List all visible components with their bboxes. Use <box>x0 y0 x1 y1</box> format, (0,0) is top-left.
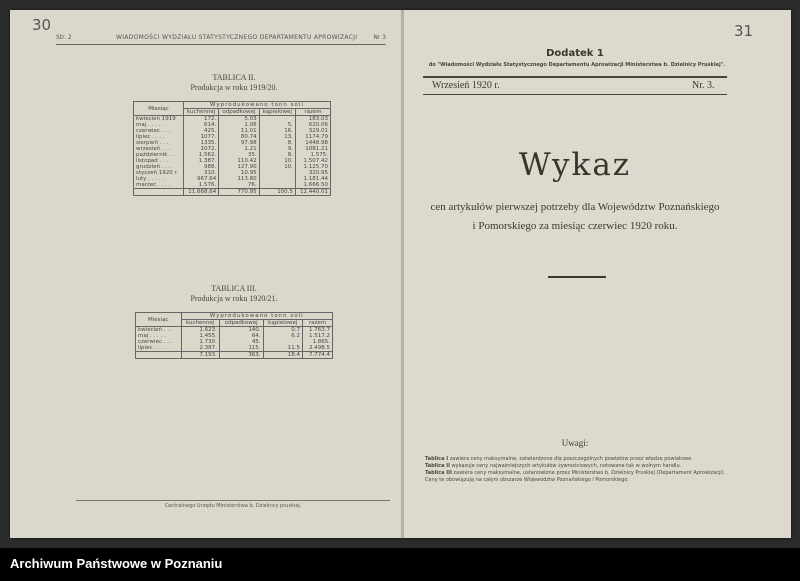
header-issue-number: Nr 3 <box>373 34 386 41</box>
table3-col-header: kąpielowej <box>263 320 302 327</box>
total-cell: 11.668.64 <box>183 189 218 196</box>
value-cell: 1.575. <box>295 152 330 158</box>
value-cell: 1.666.50 <box>295 182 330 189</box>
value-cell: 967.64 <box>183 176 218 182</box>
value-cell: 115. <box>219 345 263 352</box>
value-cell: 988. <box>183 164 218 170</box>
value-cell: 620.06 <box>295 122 330 128</box>
value-cell: 1335. <box>183 140 218 146</box>
total-cell: 100.5 <box>259 189 295 196</box>
value-cell: 140. <box>219 327 263 334</box>
total-cell: 7.774.4 <box>303 352 333 359</box>
total-cell: 363. <box>219 352 263 359</box>
decorative-rule <box>548 276 606 278</box>
month-cell: marzec . . . . <box>134 182 184 189</box>
month-cell: listopad . . . <box>134 158 184 164</box>
total-cell: 7.193. <box>181 352 219 359</box>
total-cell <box>136 352 182 359</box>
header-page-number: Str. 2 <box>56 34 72 41</box>
note-text: zawiera ceny maksymalne, zatwierdzone dla poszczególnych powiatów przez władze powiatowe. <box>449 456 693 462</box>
table3-col-header: kuchennej <box>181 320 219 327</box>
month-cell: wrzesień . . . <box>134 146 184 152</box>
value-cell: 1.455. <box>181 333 219 339</box>
value-cell: 1.562. <box>183 152 218 158</box>
table3-group-header: Wyprodukowano tonn soli <box>181 313 333 320</box>
month-cell: maj . . . . . <box>136 333 182 339</box>
note-text: zawiera ceny maksymalne, ustanowione przez Ministerstwo b. Dzielnicy Pruskiej (Departament Aprowizacji). Ceny te obowiązują na całym obszarze Województw Poznańskiego i Pomorskiego. <box>425 470 726 483</box>
value-cell: 76. <box>219 182 259 189</box>
month-cell: październik . . <box>134 152 184 158</box>
value-cell: 1.763.7 <box>303 327 333 334</box>
value-cell: 1.517.2 <box>303 333 333 339</box>
month-cell: czerwiec . . . <box>136 339 182 345</box>
month-cell: luty . . . . . <box>134 176 184 182</box>
value-cell: 5. <box>259 122 295 128</box>
value-cell: 310. <box>183 170 218 176</box>
value-cell: 5.03 <box>219 116 259 123</box>
notes-list <box>425 456 735 484</box>
table3-col-header: odpadkowej <box>219 320 263 327</box>
table2-title: TABLICA II. <box>212 73 256 82</box>
value-cell: 45. <box>219 339 263 345</box>
value-cell: 13. <box>259 134 295 140</box>
month-cell: lipiec . . . . <box>134 134 184 140</box>
value-cell: 8. <box>259 140 295 146</box>
value-cell: 329.01 <box>295 128 330 134</box>
value-cell: 97.98 <box>219 140 259 146</box>
value-cell: 183.03 <box>295 116 330 123</box>
document-title: Wykaz <box>518 147 632 183</box>
supplement-subheading: do "Wiadomości Wydziału Statystycznego Departamentu Aprowizacji Ministerstwa b. Dzielnicy Pruskiej". <box>428 62 726 68</box>
value-cell: 10.95 <box>219 170 259 176</box>
value-cell: 2.387. <box>181 345 219 352</box>
value-cell: 1.387. <box>183 158 218 164</box>
note-tag: Tablica I <box>425 456 449 462</box>
document-subtitle <box>410 198 740 236</box>
value-cell: 1.730. <box>181 339 219 345</box>
value-cell: 113.80 <box>219 176 259 182</box>
value-cell: 1174.79 <box>295 134 330 140</box>
month-cell: styczeń 1920 r. <box>134 170 184 176</box>
value-cell: 10. <box>259 164 295 170</box>
total-cell: 12.440.01 <box>295 189 330 196</box>
value-cell: 1.06 <box>219 122 259 128</box>
table3-title: TABLICA III. <box>211 284 257 293</box>
month-cell: kwiecień 1919 <box>134 116 184 123</box>
left-page-header <box>56 32 386 45</box>
total-cell: 18.4 <box>263 352 302 359</box>
table2 <box>133 101 331 196</box>
value-cell: 172. <box>183 116 218 123</box>
note-item <box>425 456 735 463</box>
value-cell: 16. <box>259 128 295 134</box>
archive-name: Archiwum Państwowe w Poznaniu <box>10 556 223 571</box>
value-cell: 6.2 <box>263 333 302 339</box>
table2-col-header: kąpielowej <box>259 109 295 116</box>
rule-bottom <box>423 94 727 95</box>
table3-month-header: Miesiąc <box>136 313 182 327</box>
value-cell: 64. <box>219 333 263 339</box>
left-page-footer: Centralnego Urzędu Ministerstwa b. Dzielnicy pruskiej. <box>76 500 390 509</box>
note-tag: Tablica III <box>425 470 452 476</box>
month-cell: grudzień . . . <box>134 164 184 170</box>
pencil-page-number-left: 30 <box>32 16 52 34</box>
value-cell: 11.01 <box>219 128 259 134</box>
header-publication-title: WIADOMOŚCI WYDZIAŁU STATYSTYCZNEGO DEPARTAMENTU APROWIZACJI <box>116 34 358 41</box>
value-cell: 9. <box>259 146 295 152</box>
value-cell: 110.42 <box>219 158 259 164</box>
month-cell: czerwiec . . . <box>134 128 184 134</box>
month-cell: sierpień . . . <box>134 140 184 146</box>
table3-subtitle: Produkcja w roku 1920/21. <box>190 294 278 303</box>
value-cell: 1.125.70 <box>295 164 330 170</box>
value-cell: 1.623. <box>181 327 219 334</box>
pencil-page-number-right: 31 <box>734 22 754 40</box>
table-total-row <box>136 352 333 359</box>
value-cell: 614. <box>183 122 218 128</box>
subtitle-line-2: i Pomorskiego za miesiąc czerwiec 1920 roku. <box>472 220 678 232</box>
value-cell: 8. <box>259 152 295 158</box>
value-cell: 1448.98 <box>295 140 330 146</box>
note-item <box>425 463 735 470</box>
note-tag: Tablica II <box>425 463 450 469</box>
table3-col-header: razem <box>303 320 333 327</box>
value-cell: 10. <box>259 158 295 164</box>
value-cell: 1.507.42 <box>295 158 330 164</box>
table-total-row <box>134 189 331 196</box>
value-cell: 320.95 <box>295 170 330 176</box>
value-cell: 35. <box>219 152 259 158</box>
value-cell: 1077. <box>183 134 218 140</box>
archive-banner <box>0 548 800 581</box>
month-cell: maj . . . . . <box>134 122 184 128</box>
value-cell: 127.90 <box>219 164 259 170</box>
table2-col-header: kuchennej <box>183 109 218 116</box>
month-cell: kwiecień . . . <box>136 327 182 334</box>
rule-top <box>423 76 727 78</box>
table3 <box>135 312 333 359</box>
value-cell: 1081.21 <box>295 146 330 152</box>
value-cell: 2.498.5 <box>303 345 333 352</box>
issue-date: Wrzesień 1920 r. <box>432 80 500 91</box>
value-cell: 1.576. <box>183 182 218 189</box>
table2-group-header: Wyprodukowano tonn soli <box>183 102 330 109</box>
value-cell: 80.74 <box>219 134 259 140</box>
value-cell: 0.7 <box>263 327 302 334</box>
table2-month-header: Miesiąc <box>134 102 184 116</box>
page-fold <box>401 10 404 538</box>
note-text: wykazuje ceny najważniejszych artykułów żywnościowych, notowane tak w wolnym handlu. <box>451 463 682 469</box>
note-item <box>425 470 735 484</box>
value-cell: 11.5 <box>263 345 302 352</box>
issue-number: Nr. 3. <box>692 80 715 91</box>
table2-col-header: odpadkowej <box>219 109 259 116</box>
table2-col-header: razem <box>295 109 330 116</box>
value-cell: 1.21 <box>219 146 259 152</box>
notes-heading: Uwagi: <box>561 438 589 448</box>
subtitle-line-1: cen artykułów pierwszej potrzeby dla Województw Poznańskiego <box>430 201 720 213</box>
total-cell: 770.95 <box>219 189 259 196</box>
value-cell: 425. <box>183 128 218 134</box>
supplement-heading: Dodatek 1 <box>546 48 604 59</box>
value-cell: 1072. <box>183 146 218 152</box>
month-cell: lipiec . . . . <box>136 345 182 352</box>
value-cell: 1.865. <box>303 339 333 345</box>
table2-subtitle: Produkcja w roku 1919/20. <box>190 83 278 92</box>
value-cell: 1.181.44 <box>295 176 330 182</box>
total-cell <box>134 189 184 196</box>
